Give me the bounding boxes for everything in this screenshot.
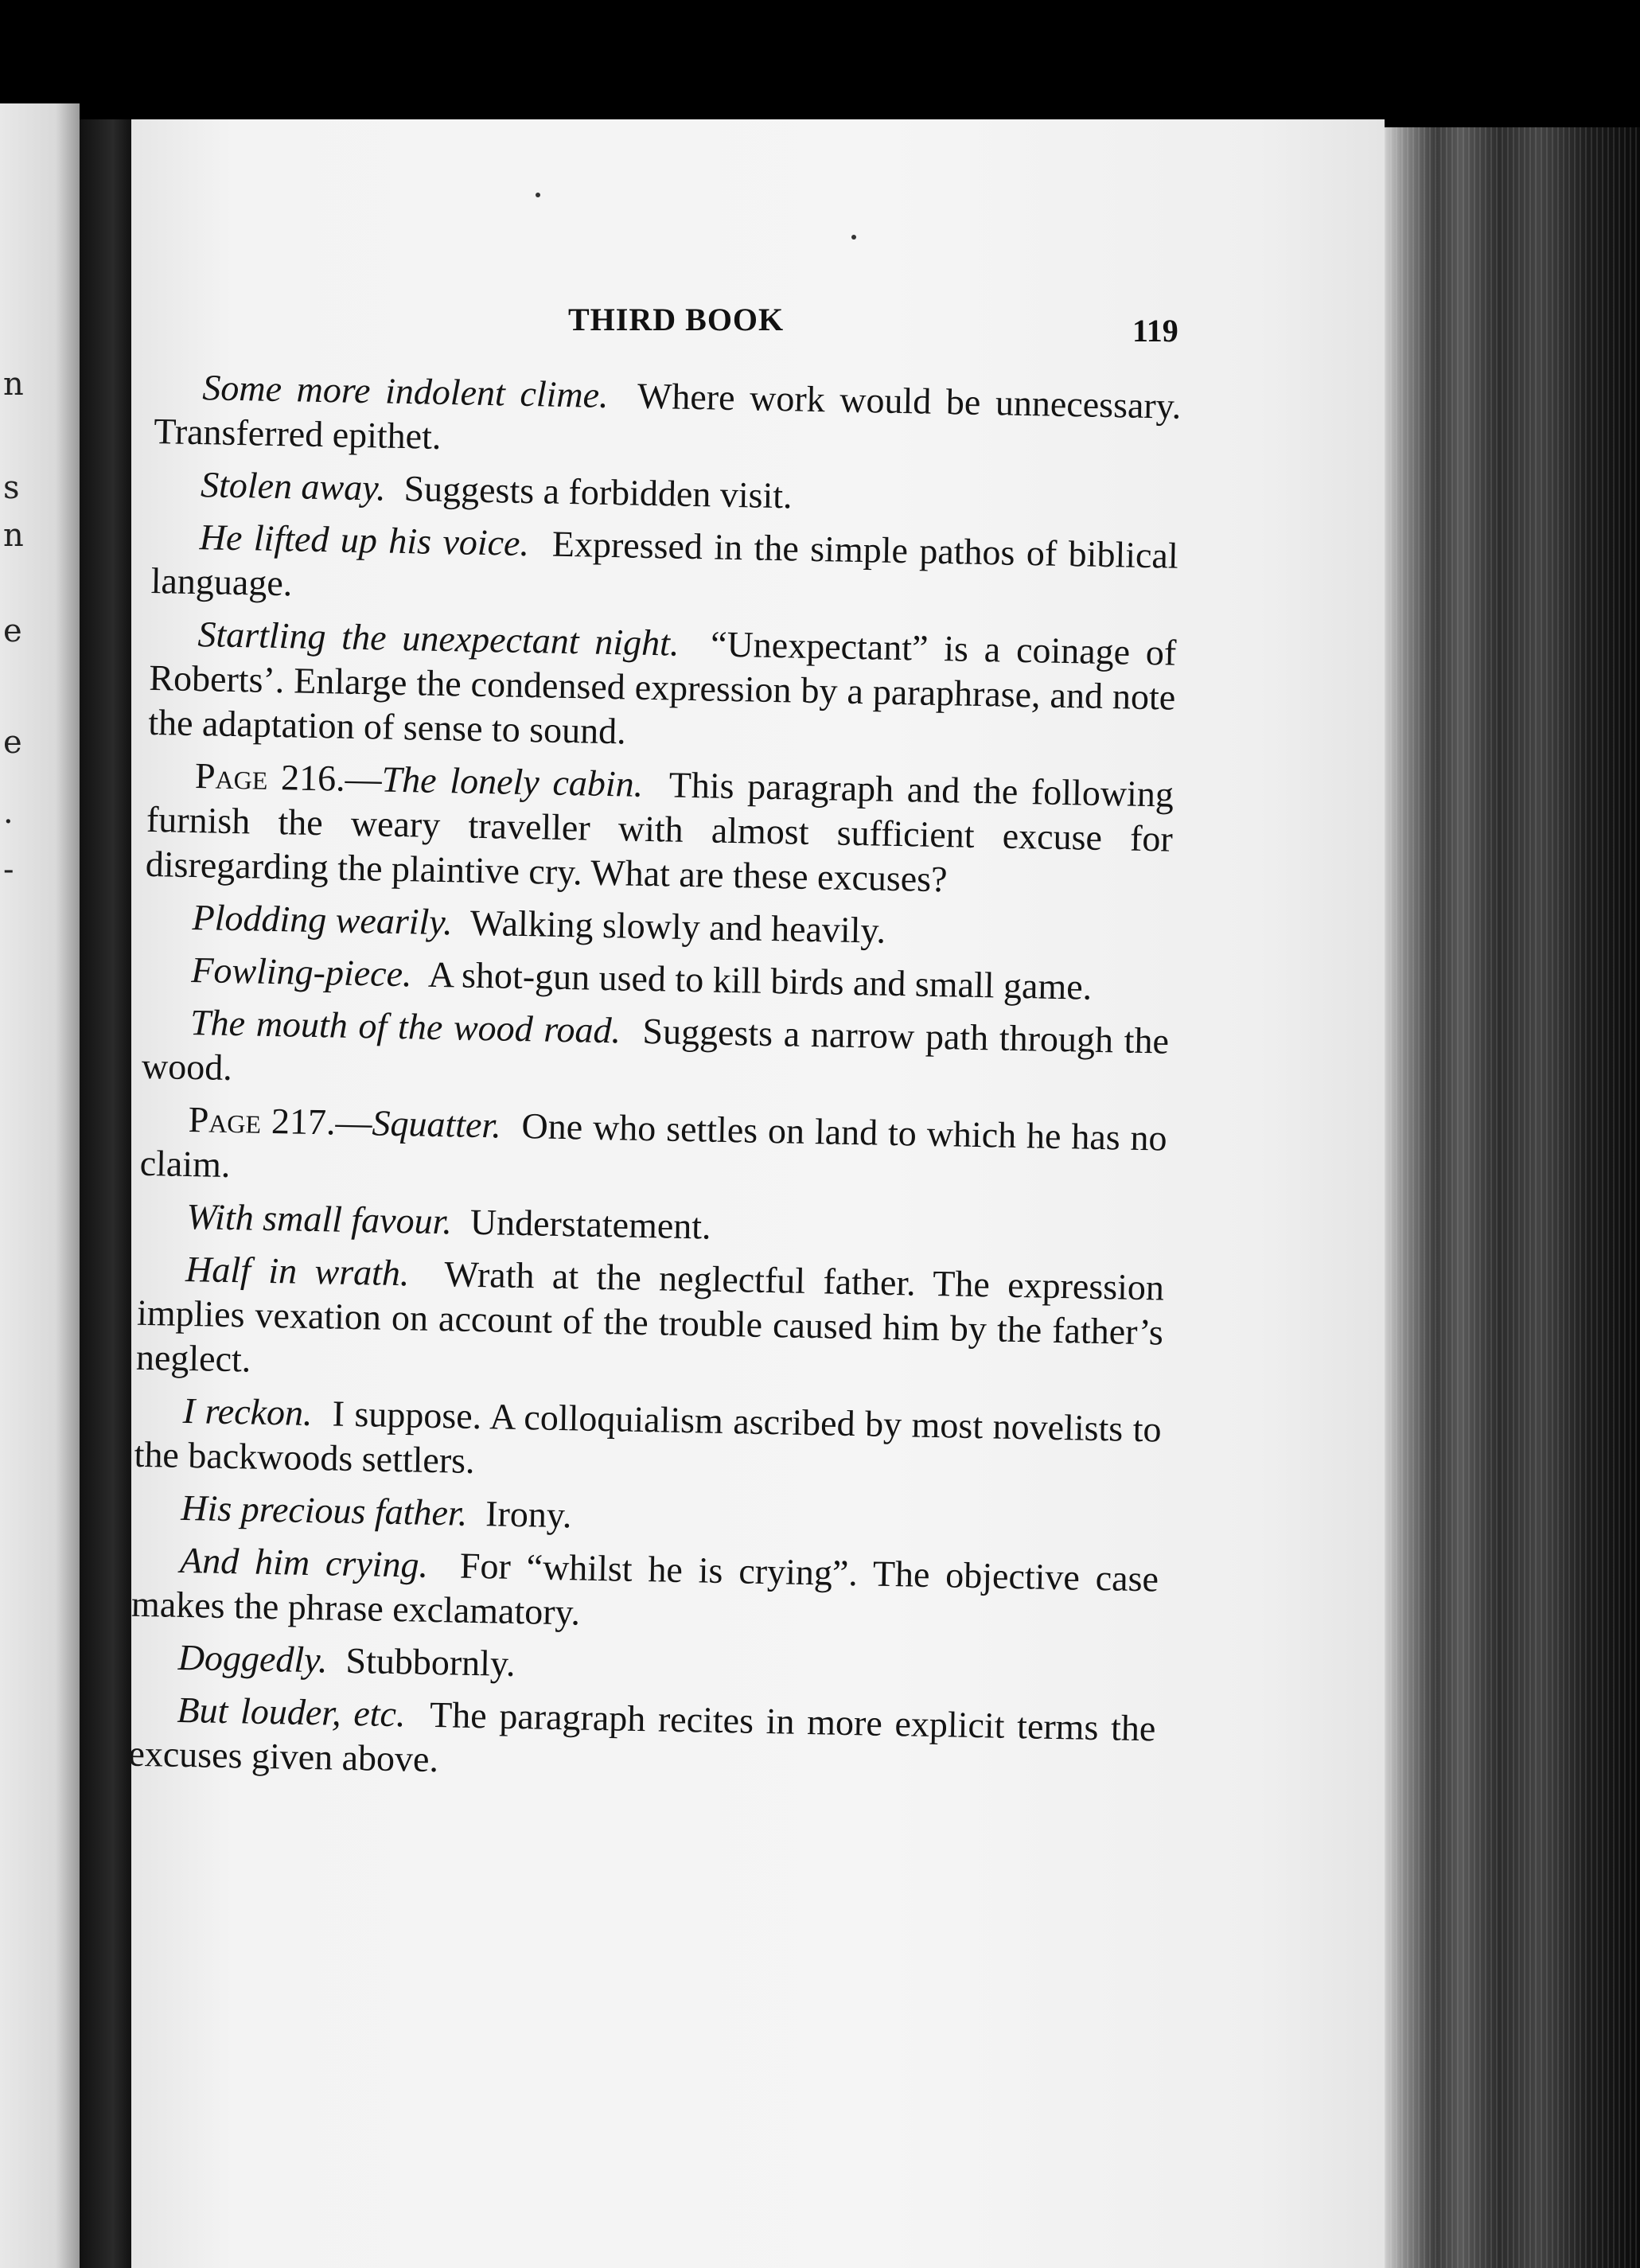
annotation-text: A shot-gun used to kill birds and small game. bbox=[427, 953, 1093, 1007]
annotation-entry bbox=[136, 1246, 1165, 1400]
annotation-text: Suggests a forbidden visit. bbox=[403, 468, 793, 516]
annotated-term: He lifted up his voice. bbox=[199, 516, 530, 564]
annotation-text: Wrath at the neglectful father. The expression implies vexation on account of the trouble caused him by the father’s neglect. bbox=[135, 1253, 1165, 1380]
annotation-text: Where work would be unnecessary. Transferred epithet. bbox=[153, 375, 1182, 457]
annotation-entry bbox=[153, 462, 1180, 526]
annotated-term: With small favour. bbox=[185, 1195, 453, 1242]
left-page-glyph: n bbox=[3, 366, 24, 403]
annotated-term: Doggedly. bbox=[177, 1636, 329, 1681]
annotated-term: And him crying. bbox=[179, 1539, 429, 1585]
annotation-text: “Unexpectant” is a coinage of Roberts’. Enlarge the condensed expression by a paraphrase, and note the adaptation of sense to sound. bbox=[147, 623, 1177, 752]
left-page-glyph: e bbox=[3, 724, 22, 761]
running-header: THIRD BOOK bbox=[568, 302, 785, 337]
annotated-term: Fowling-piece. bbox=[190, 949, 413, 995]
annotation-text: One who settles on land to which he has no claim. bbox=[139, 1105, 1168, 1185]
annotated-term: Startling the unexpectant night. bbox=[197, 614, 680, 664]
annotation-entry bbox=[131, 1537, 1159, 1646]
annotation-entry bbox=[130, 1635, 1157, 1699]
annotation-text: Walking slowly and heavily. bbox=[469, 902, 886, 951]
page-edges bbox=[1385, 127, 1640, 2268]
annotation-text: For “whilst he is crying”. The objective case makes the phrase exclamatory. bbox=[130, 1545, 1159, 1633]
annotation-entry bbox=[128, 1687, 1156, 1796]
annotation-text: This paragraph and the following furnish the weary traveller with almost sufficient excuse for disregarding the plaintive cry. What are these excuses? bbox=[145, 764, 1174, 900]
annotation-text: Understatement. bbox=[469, 1201, 712, 1247]
page-speck bbox=[536, 193, 540, 197]
annotated-term: But louder, etc. bbox=[177, 1689, 406, 1735]
annotated-term: Half in wrath. bbox=[185, 1248, 410, 1294]
annotation-list bbox=[128, 364, 1182, 1803]
left-page-glyph: n bbox=[3, 517, 24, 554]
left-page-glyph: - bbox=[3, 851, 14, 888]
annotation-entry bbox=[142, 1000, 1170, 1109]
annotated-term: Some more indolent clime. bbox=[201, 367, 610, 415]
annotated-term: Plodding wearily. bbox=[192, 897, 454, 943]
annotation-entry bbox=[139, 1097, 1167, 1206]
annotation-entry bbox=[148, 611, 1177, 765]
annotation-entry bbox=[143, 947, 1171, 1011]
annotation-text: Stubbornly. bbox=[345, 1639, 516, 1684]
annotated-term: Stolen away. bbox=[200, 464, 387, 509]
annotation-entry bbox=[144, 894, 1171, 959]
annotated-term: The mouth of the wood road. bbox=[189, 1002, 621, 1051]
page-reference: Page 217.— bbox=[188, 1098, 373, 1144]
left-page-glyph: s bbox=[3, 470, 20, 506]
annotated-term: I reckon. bbox=[182, 1389, 314, 1434]
annotation-text: Suggests a narrow path through the wood. bbox=[141, 1010, 1170, 1089]
annotated-term: Squatter. bbox=[372, 1102, 502, 1146]
page-reference: Page 216.— bbox=[194, 755, 383, 800]
annotation-entry bbox=[138, 1194, 1166, 1258]
page-number: 119 bbox=[1132, 313, 1178, 349]
annotated-term: The lonely cabin. bbox=[381, 758, 644, 805]
annotation-text: I suppose. A colloquialism ascribed by most novelists to the backwoods settlers. bbox=[134, 1393, 1163, 1481]
annotation-text: The paragraph recites in more explicit terms the excuses given above. bbox=[128, 1693, 1156, 1780]
annotation-entry bbox=[134, 1388, 1162, 1497]
left-page-glyph: e bbox=[3, 613, 22, 649]
annotation-text: Irony. bbox=[485, 1493, 572, 1536]
book-binding bbox=[80, 119, 135, 2268]
left-facing-page bbox=[0, 103, 80, 2268]
left-page-glyph: · bbox=[3, 804, 14, 840]
annotation-entry bbox=[145, 753, 1174, 906]
annotated-term: His precious father. bbox=[180, 1487, 468, 1533]
annotation-entry bbox=[150, 514, 1178, 623]
annotation-entry bbox=[154, 364, 1182, 473]
annotation-text: Expressed in the simple pathos of biblical language. bbox=[150, 523, 1179, 604]
page-speck bbox=[851, 235, 856, 240]
annotation-entry bbox=[133, 1485, 1160, 1549]
